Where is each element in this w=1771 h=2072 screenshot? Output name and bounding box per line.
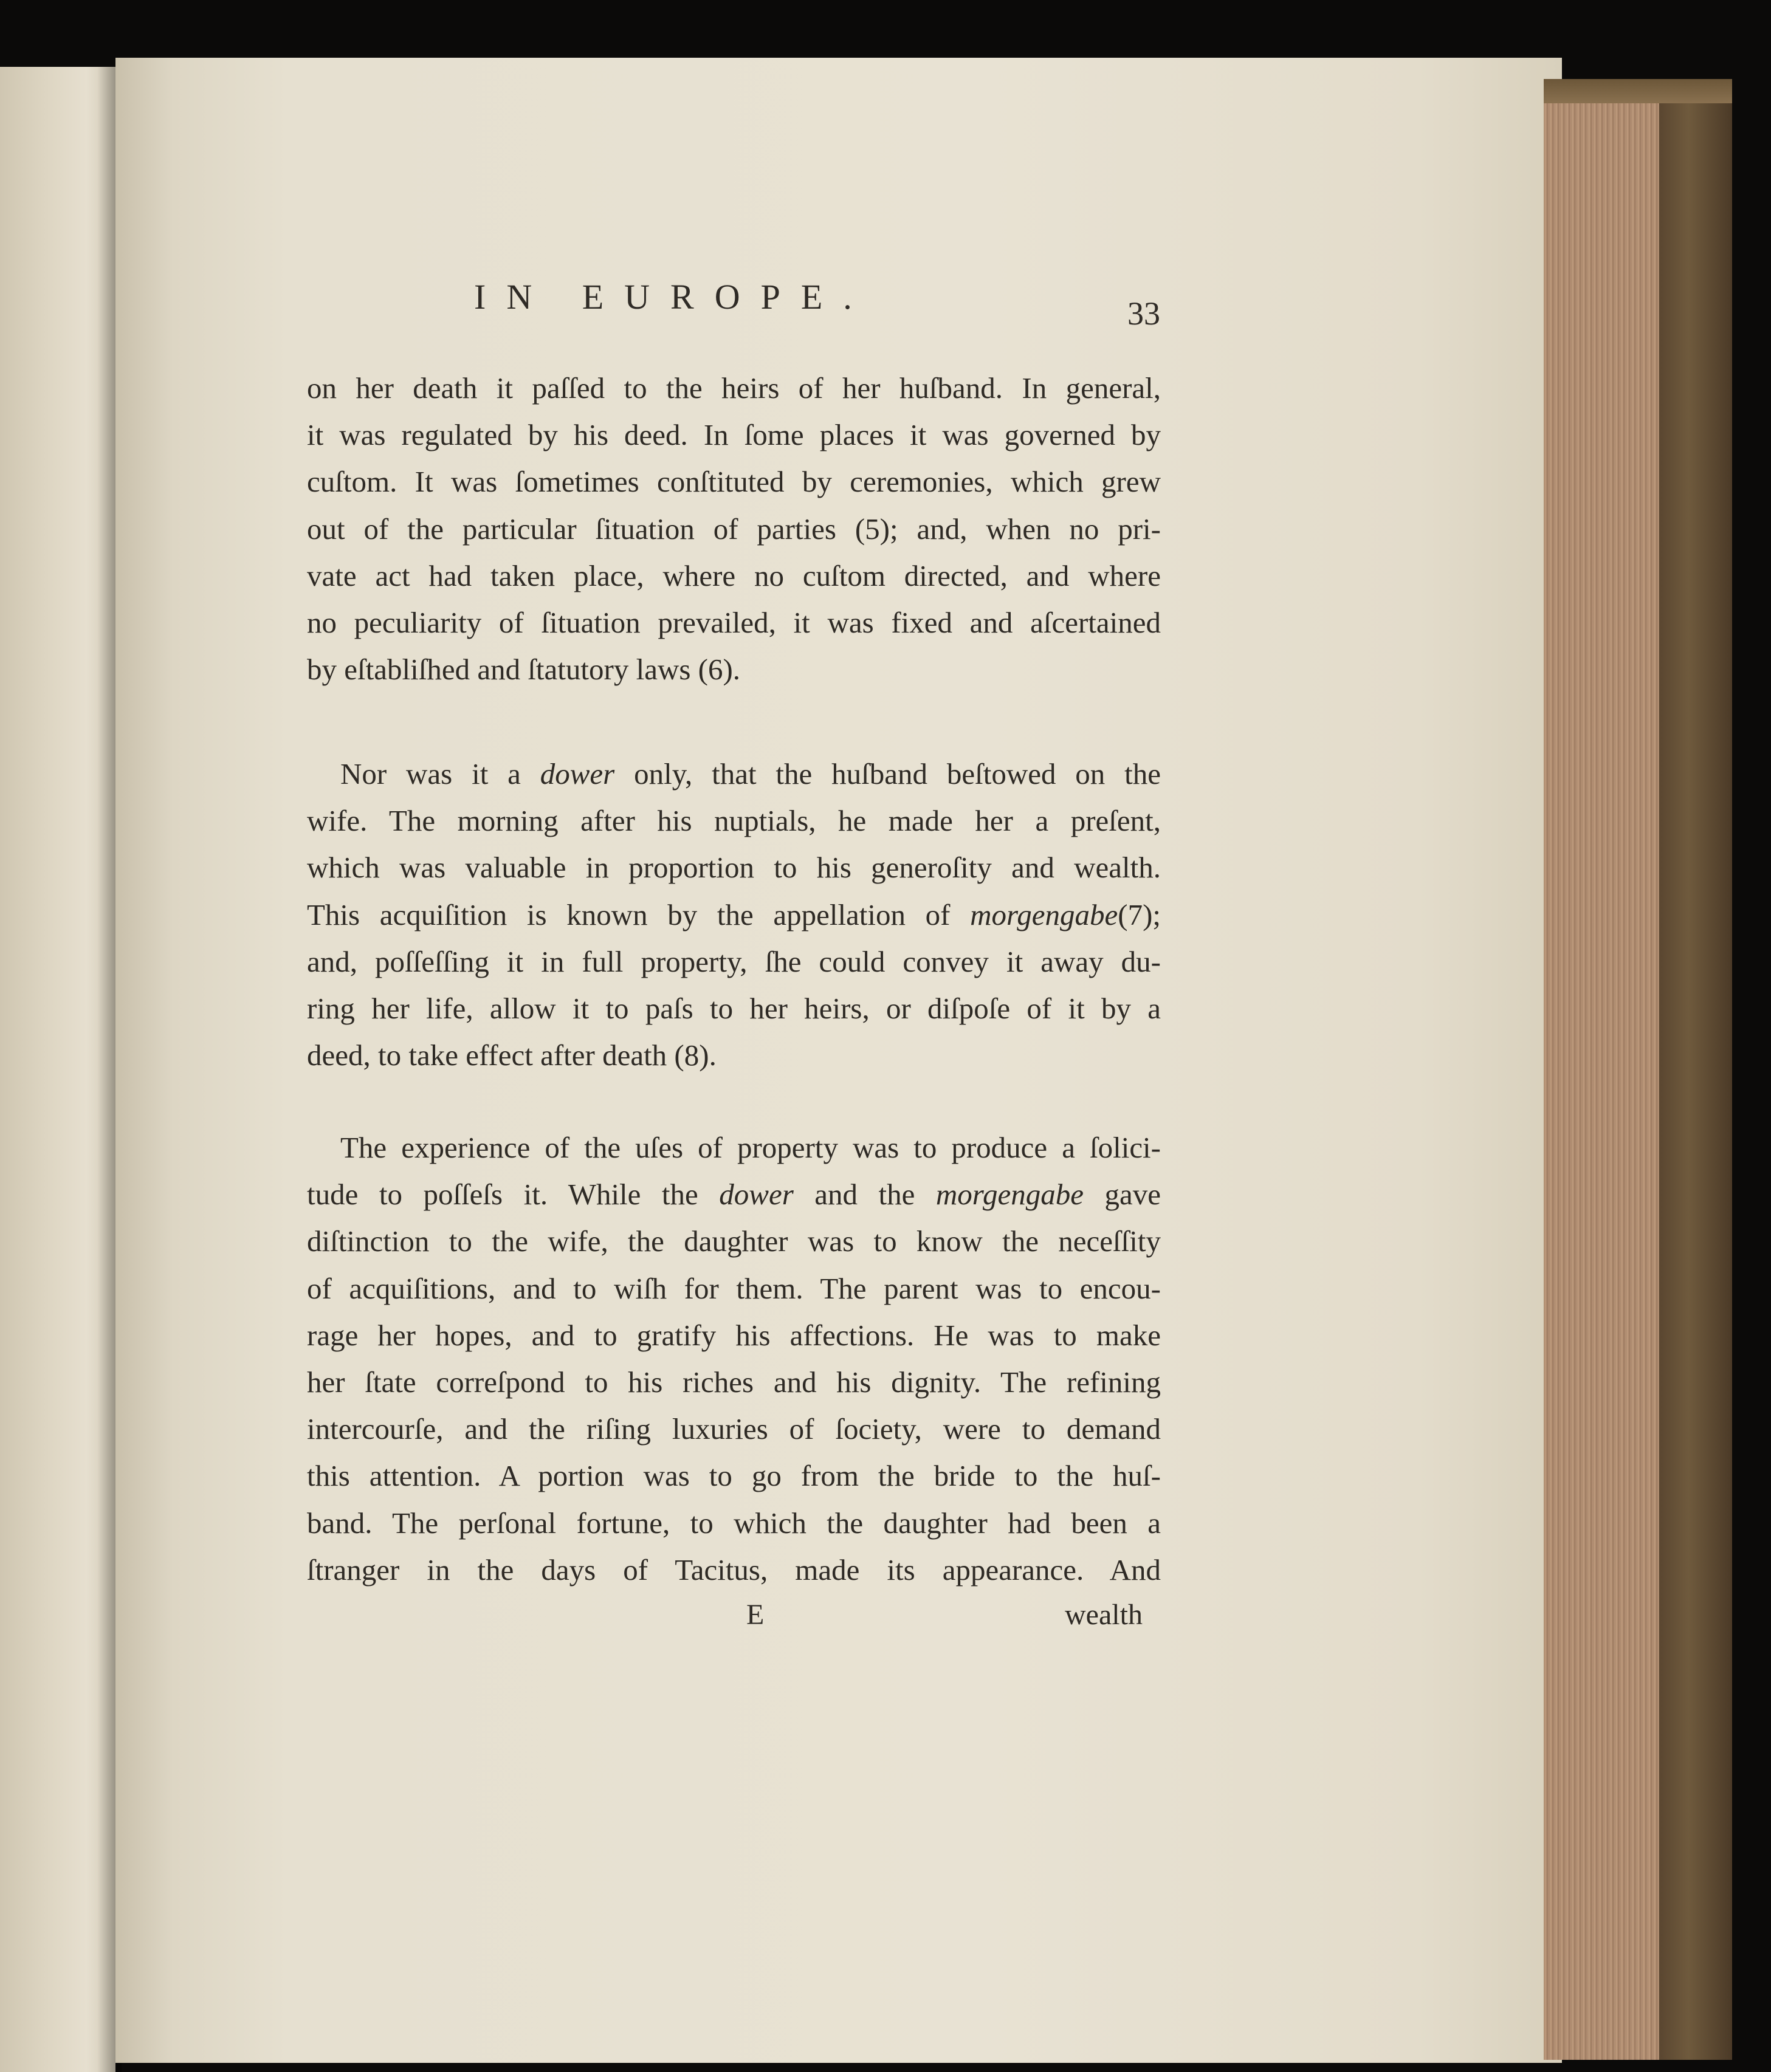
catchword: wealth <box>1065 1599 1143 1631</box>
text-segment: on her death it paſſed to the heirs of her huſband. In general, <box>307 371 1161 405</box>
text-line <box>307 1359 1161 1405</box>
text-segment: diſtinction to the wife, the daughter was to know the neceſſity <box>307 1224 1161 1258</box>
text-line <box>307 1171 1161 1218</box>
text-segment: vate act had taken place, where no cuſtom directed, and where <box>307 558 1161 592</box>
text-line <box>307 891 1161 938</box>
text-line <box>307 750 1161 797</box>
text-segment: and, poſſeſſing it in full property, ſhe could convey it away du- <box>307 944 1161 978</box>
text-segment: only, that the huſband beſtowed on the <box>614 757 1161 791</box>
book-cover-top <box>1544 79 1732 103</box>
text-segment: intercourſe, and the riſing luxuries of ſociety, were to demand <box>307 1412 1161 1446</box>
text-segment: cuſtom. It was ſometimes conſtituted by ceremonies, which grew <box>307 465 1161 499</box>
text-segment: this attention. A portion was to go from the bride to the huſ- <box>307 1459 1161 1493</box>
text-line <box>307 797 1161 844</box>
text-line <box>307 1032 1161 1079</box>
italic-term: dower <box>719 1178 794 1212</box>
paragraph-1 <box>307 365 1161 693</box>
paragraph-2 <box>307 750 1161 1079</box>
text-line <box>307 411 1161 458</box>
text-segment: rage her hopes, and to gratify his affections. He was to make <box>307 1318 1161 1352</box>
text-segment: by eſtabliſhed and ſtatutory laws (6). <box>307 653 741 687</box>
text-line <box>307 844 1161 891</box>
text-segment: her ſtate correſpond to his riches and his dignity. The refining <box>307 1365 1161 1399</box>
text-line <box>307 1312 1161 1359</box>
text-segment: out of the particular ſituation of parties (5); and, when no pri- <box>307 512 1161 546</box>
text-line <box>307 646 1161 693</box>
running-head: IN EUROPE. <box>474 277 873 317</box>
page-fore-edge <box>1544 79 1659 2060</box>
text-line <box>307 506 1161 552</box>
text-line <box>307 1265 1161 1312</box>
italic-term: dower <box>540 757 615 791</box>
text-segment: ring her life, allow it to paſs to her heirs, or diſpoſe of it by a <box>307 991 1161 1025</box>
text-line <box>307 1452 1161 1499</box>
text-segment: tude to poſſeſs it. While the <box>307 1178 720 1212</box>
text-segment: wife. The morning after his nuptials, he made her a preſent, <box>307 804 1161 838</box>
text-segment: ſtranger in the days of Tacitus, made its appearance. And <box>307 1552 1161 1587</box>
text-line <box>307 458 1161 505</box>
signature-mark: E <box>746 1599 765 1631</box>
text-segment: gave <box>1084 1178 1161 1212</box>
text-segment: of acquiſitions, and to wiſh for them. The parent was to encou- <box>307 1271 1161 1305</box>
text-line <box>307 599 1161 646</box>
text-segment: This acquiſition is known by the appellation of <box>307 897 971 931</box>
text-segment: The experience of the uſes of property was to produce a ſolici- <box>340 1131 1161 1164</box>
text-segment: it was regulated by his deed. In ſome places it was governed by <box>307 418 1161 452</box>
text-line <box>307 365 1161 411</box>
text-line <box>307 552 1161 599</box>
text-segment: deed, to take effect after death (8). <box>307 1038 717 1072</box>
text-line <box>307 1500 1161 1546</box>
book-cover-edge <box>1659 79 1732 2060</box>
italic-term: morgengabe <box>970 897 1118 931</box>
text-segment: which was valuable in proportion to his generoſity and wealth. <box>307 851 1161 885</box>
text-line <box>307 1124 1161 1171</box>
paragraph-3 <box>307 1124 1161 1593</box>
text-segment: band. The perſonal fortune, to which the daughter had been a <box>307 1506 1161 1540</box>
text-segment: and the <box>793 1178 936 1212</box>
italic-term: morgengabe <box>935 1178 1084 1212</box>
text-line <box>307 1546 1161 1593</box>
text-segment: no peculiarity of ſituation prevailed, it was fixed and aſcertained <box>307 605 1161 639</box>
page-number: 33 <box>1127 295 1160 332</box>
text-segment: (7); <box>1118 897 1161 931</box>
text-line <box>307 938 1161 985</box>
text-segment: Nor was it a <box>340 757 540 791</box>
text-line <box>307 1218 1161 1264</box>
text-line <box>307 985 1161 1032</box>
text-line <box>307 1405 1161 1452</box>
